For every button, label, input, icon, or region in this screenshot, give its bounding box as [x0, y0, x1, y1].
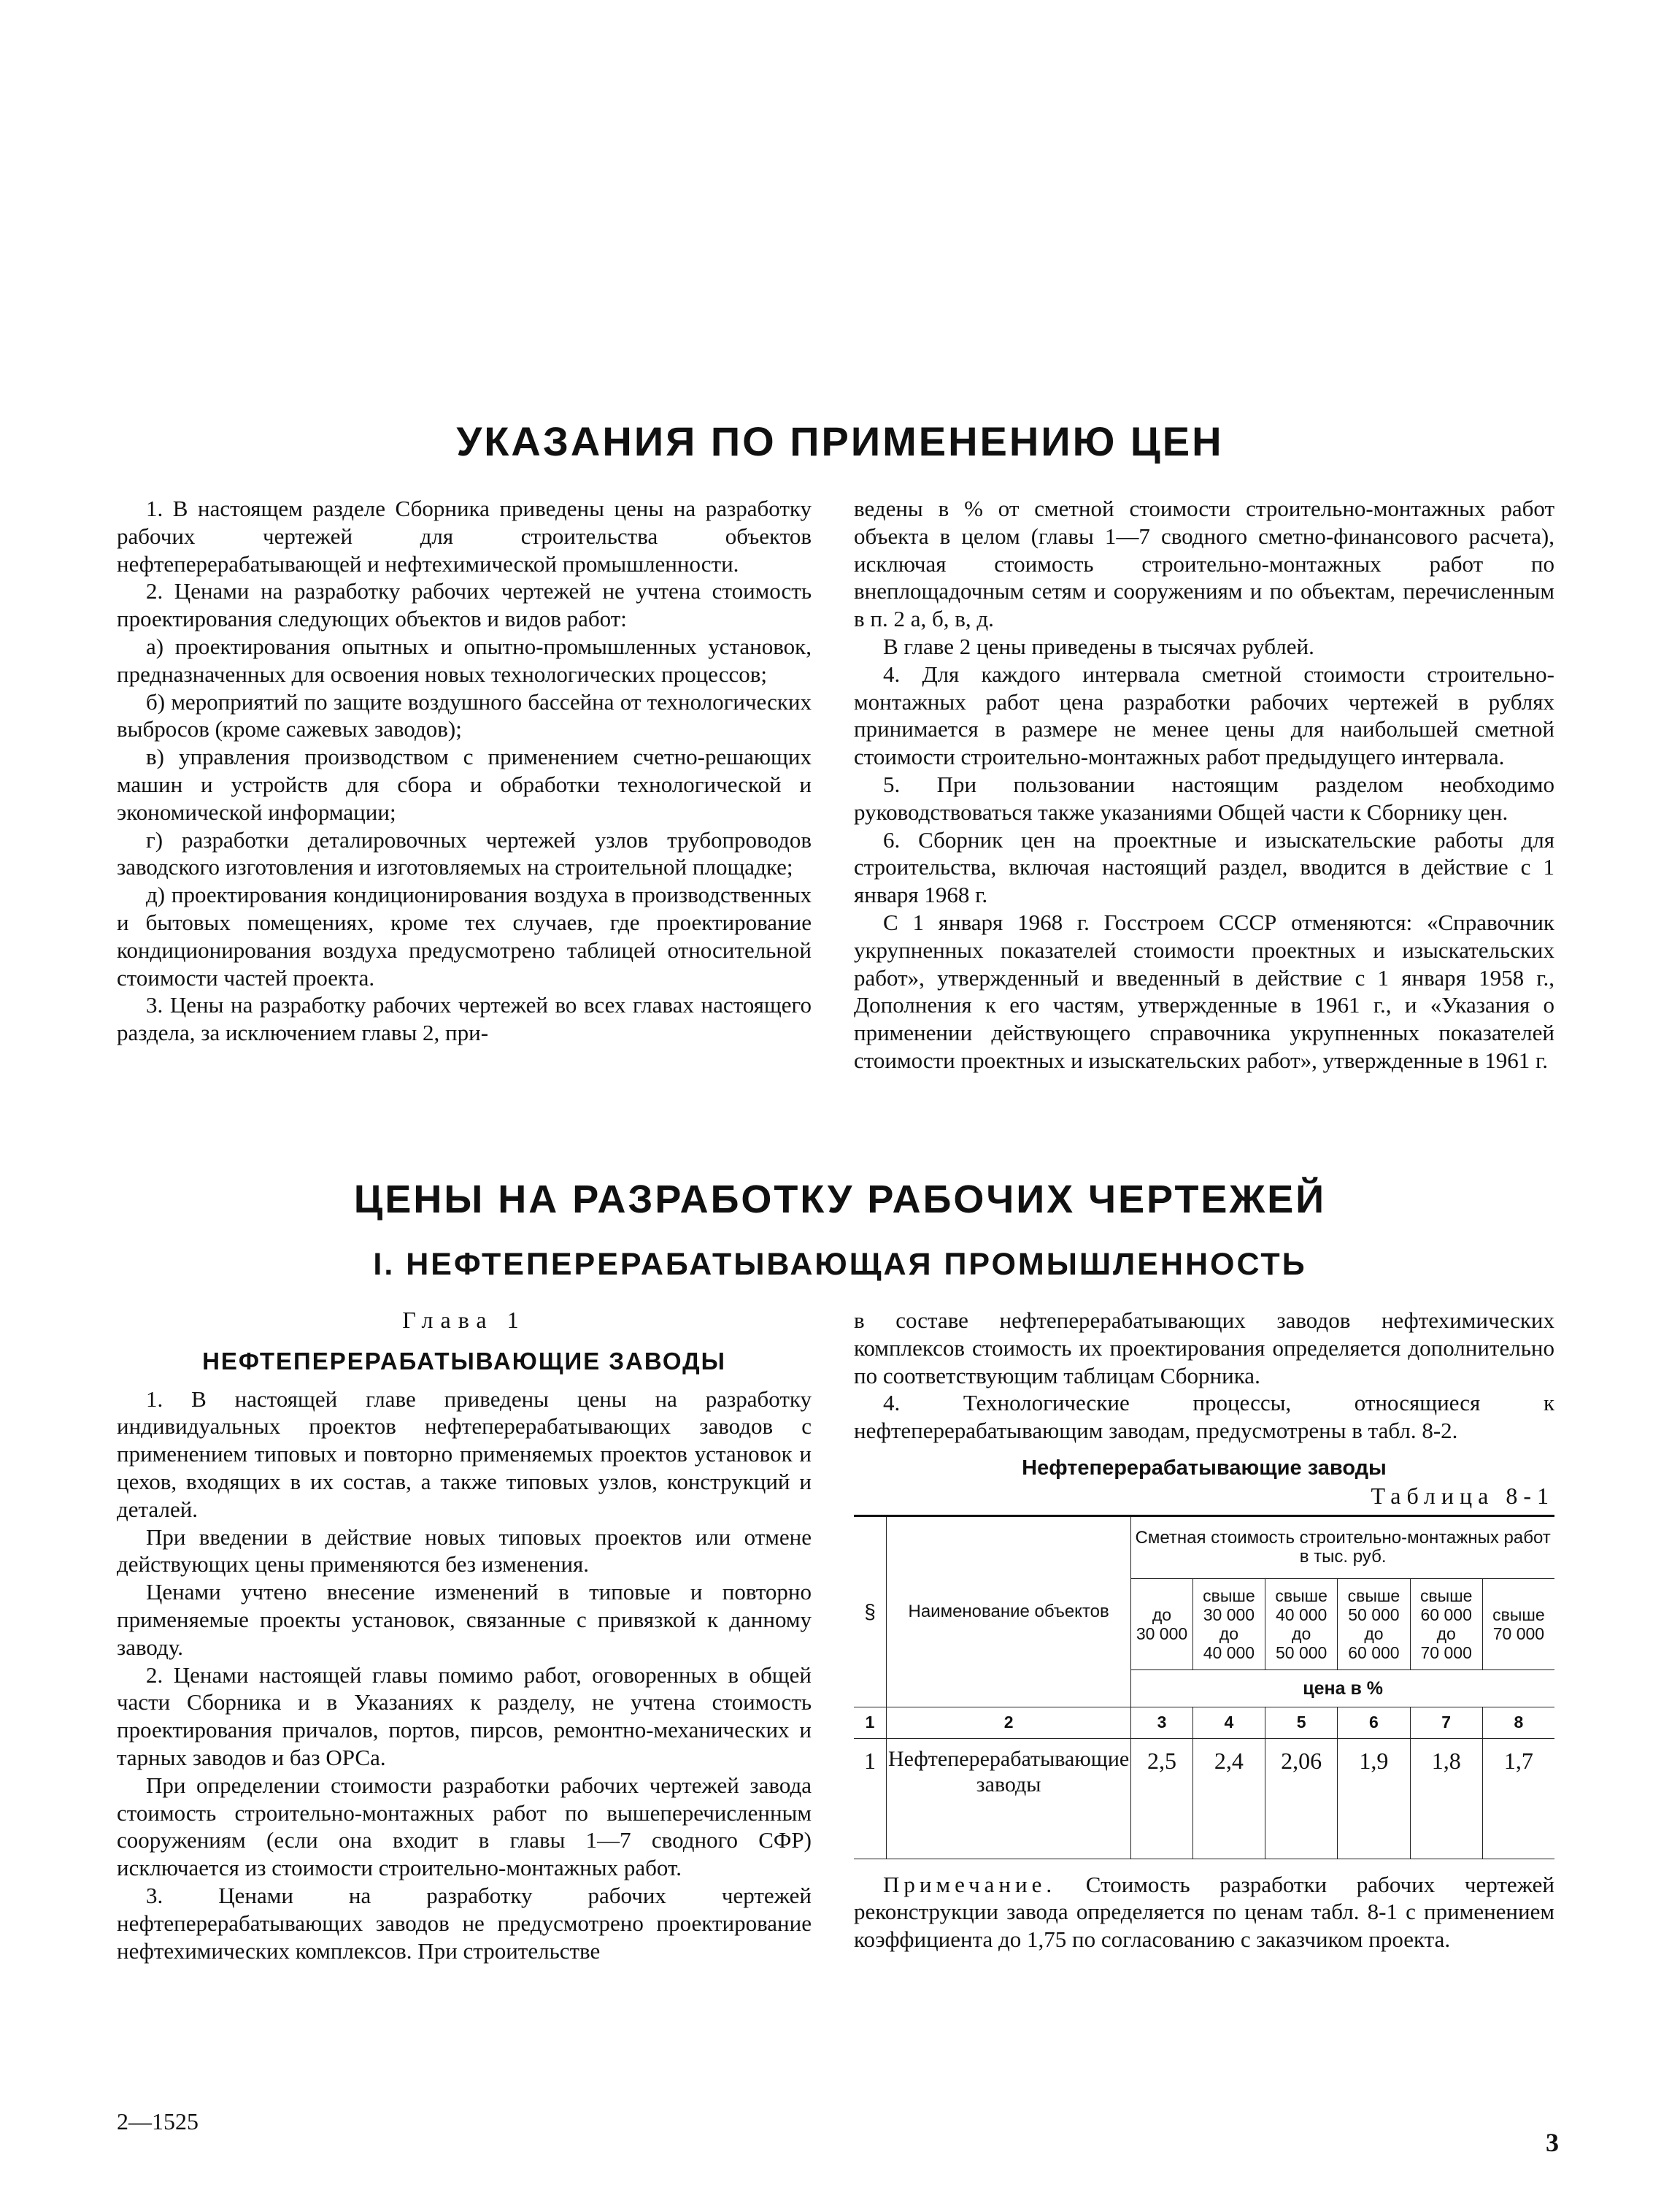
- footer-code: 2—1525: [117, 2108, 199, 2134]
- paragraph: 5. При пользовании настоящим разделом необходимо руководствоваться также указаниями Общей части к Сборнику цен.: [854, 771, 1554, 825]
- header-interval: свыше 50 000 до 60 000: [1338, 1578, 1410, 1669]
- paragraph: г) разработки деталировочных чертежей узлов трубопроводов заводского изготовления и изготовляемых на строительной площадке;: [117, 826, 812, 880]
- paragraph: 2. Ценами на разработку рабочих чертежей не учтена стоимость проектирования следующих объектов и видов работ:: [117, 578, 812, 632]
- paragraph: В главе 2 цены приведены в тысячах рублей.: [883, 633, 1314, 659]
- column-number: 1: [854, 1707, 887, 1738]
- column-number: 3: [1131, 1707, 1193, 1738]
- paragraph: При введении в действие новых типовых проектов или отмене действующих цены применяются без изменения.: [117, 1523, 812, 1578]
- paragraph: а) проектирования опытных и опытно-промышленных установок, предназначенных для освоения новых технологических процессов;: [117, 633, 812, 687]
- paragraph: в) управления производством с применением счетно-решающих машин и устройств для сбора и обработки технологической и экономической информации;: [117, 744, 812, 825]
- page-number: 3: [1546, 2128, 1559, 2157]
- row-name: Нефтеперерабатывающие заводы: [887, 1738, 1131, 1859]
- paragraph: в составе нефтеперерабатывающих заводов нефтехимических комплексов стоимость их проектирования определяется дополнительно по соответствующим таблицам Сборника.: [854, 1307, 1554, 1388]
- price-table: [854, 1515, 1554, 1859]
- column-number: 2: [887, 1707, 1131, 1738]
- paragraph: д) проектирования кондиционирования воздуха в производственных и бытовых помещениях, кроме тех случаев, где проектирование кондиционирования воздуха предусмотрено таблицей относительной стоимости частей проекта.: [117, 882, 812, 991]
- paragraph: При определении стоимости разработки рабочих чертежей завода стоимость строительно-монтажных работ по вышеперечисленным сооружениям (если она входит в главы 1—7 сводного СФР) исключается из стоимости строительно-монтажных работ.: [117, 1772, 812, 1881]
- paragraph: 3. Ценами на разработку рабочих чертежей нефтеперерабатывающих заводов не предусмотрено проектирование нефтехимических комплексов. При строительстве: [117, 1882, 812, 1964]
- industry-heading: I. НЕФТЕПЕРЕРАБАТЫВАЮЩАЯ ПРОМЫШЛЕННОСТЬ: [373, 1247, 1307, 1282]
- header-name: Наименование объектов: [887, 1515, 1131, 1707]
- table-title: Нефтеперерабатывающие заводы: [1022, 1456, 1387, 1480]
- header-price-unit: цена в %: [1131, 1669, 1554, 1707]
- row-value: 2,5: [1131, 1738, 1193, 1859]
- row-value: 1,9: [1338, 1738, 1410, 1859]
- header-interval: свыше 30 000 до 40 000: [1192, 1578, 1265, 1669]
- table-row: [854, 1738, 1554, 1859]
- row-value: 2,06: [1265, 1738, 1338, 1859]
- paragraph: ведены в % от сметной стоимости строительно-монтажных работ объекта в целом (главы 1—7 сводного сметно-финансового расчета), исключая стоимость строительно-монтажных работ по внеплощадочным сетям и сооружениям и по объектам, перечисленным в п. 2 а, б, в, д.: [854, 496, 1554, 632]
- header-interval: свыше 70 000: [1482, 1578, 1554, 1669]
- paragraph: С 1 января 1968 г. Госстроем СССР отменяются: «Справочник укрупненных показателей стоимости проектных и изыскательских работ», утвержденный и введенный в действие с 1 января 1958 г., Дополнения к его частям, утвержденные в 1961 г., и «Указания о применении действующего справочника укрупненных показателей стоимости проектных и изыскательских работ», утвержденные в 1961 г.: [854, 909, 1554, 1073]
- note-label: Примечание.: [883, 1871, 1057, 1897]
- chapter-left-column: [117, 1307, 812, 1964]
- paragraph: 3. Цены на разработку рабочих чертежей во всех главах настоящего раздела, за исключением главы 2, при-: [117, 992, 812, 1046]
- header-interval: свыше 40 000 до 50 000: [1265, 1578, 1338, 1669]
- paragraph: 6. Сборник цен на проектные и изыскательские работы для строительства, включая настоящий раздел, вводится в действие с 1 января 1968 г.: [854, 826, 1554, 908]
- section-heading: УКАЗАНИЯ ПО ПРИМЕНЕНИЮ ЦЕН: [456, 418, 1224, 464]
- header-section: §: [854, 1515, 887, 1707]
- note-text: Стоимость разработки рабочих чертежей реконструкции завода определяется по ценам табл. 8-1 с применением коэффициента до 1,75 по согласованию с заказчиком проекта.: [854, 1871, 1554, 1953]
- paragraph: 1. В настоящем разделе Сборника приведены цены на разработку рабочих чертежей для строительства объектов нефтеперерабатывающей и нефтехимической промышленности.: [117, 496, 812, 577]
- row-section: 1: [854, 1738, 887, 1859]
- paragraph: 1. В настоящей главе приведены цены на разработку индивидуальных проектов нефтеперерабатывающих заводов с применением типовых и повторно применяемых проектов установок и цехов, входящих в их состав, а также типовых узлов, конструкций и деталей.: [117, 1386, 812, 1522]
- header-cost: Сметная стоимость строительно-монтажных работ в тыс. руб.: [1131, 1515, 1554, 1578]
- row-value: 1,7: [1482, 1738, 1554, 1859]
- header-interval: до 30 000: [1131, 1578, 1193, 1669]
- row-value: 2,4: [1192, 1738, 1265, 1859]
- chapter-right-column: [854, 1307, 1554, 1953]
- paragraph: Ценами учтено внесение изменений в типовые и повторно применяемые проекты установок, связанные с привязкой к данному заводу.: [117, 1579, 812, 1660]
- chapter-title: НЕФТЕПЕРЕРАБАТЫВАЮЩИЕ ЗАВОДЫ: [202, 1347, 726, 1375]
- column-number: 6: [1338, 1707, 1410, 1738]
- paragraph: 4. Технологические процессы, относящиеся к нефтеперерабатывающим заводам, предусмотрены в табл. 8-2.: [854, 1390, 1554, 1444]
- paragraph: 2. Ценами настоящей главы помимо работ, оговоренных в общей части Сборника и в Указаниях к разделу, не учтена стоимость проектирования причалов, портов, пирсов, ремонтно-механических и тарных заводов и баз ОРСа.: [117, 1661, 812, 1770]
- column-number: 5: [1265, 1707, 1338, 1738]
- column-number: 8: [1482, 1707, 1554, 1738]
- paragraph: 4. Для каждого интервала сметной стоимости строительно-монтажных работ цена разработки рабочих чертежей в рублях принимается в размере не менее цены для наибольшей сметной стоимости строительно-монтажных работ предыдущего интервала.: [854, 661, 1554, 770]
- intro-left-column: [117, 495, 812, 1047]
- column-number: 4: [1192, 1707, 1265, 1738]
- chapter-label: Глава 1: [402, 1307, 526, 1333]
- table-label: Таблица 8-1: [1371, 1482, 1554, 1509]
- prices-heading: ЦЕНЫ НА РАЗРАБОТКУ РАБОЧИХ ЧЕРТЕЖЕЙ: [353, 1177, 1327, 1221]
- column-number: 7: [1410, 1707, 1482, 1738]
- header-interval: свыше 60 000 до 70 000: [1410, 1578, 1482, 1669]
- table-note: [854, 1871, 1554, 1953]
- row-value: 1,8: [1410, 1738, 1482, 1859]
- intro-right-column: [854, 495, 1554, 1075]
- paragraph: б) мероприятий по защите воздушного бассейна от технологических выбросов (кроме сажевых заводов);: [117, 688, 812, 742]
